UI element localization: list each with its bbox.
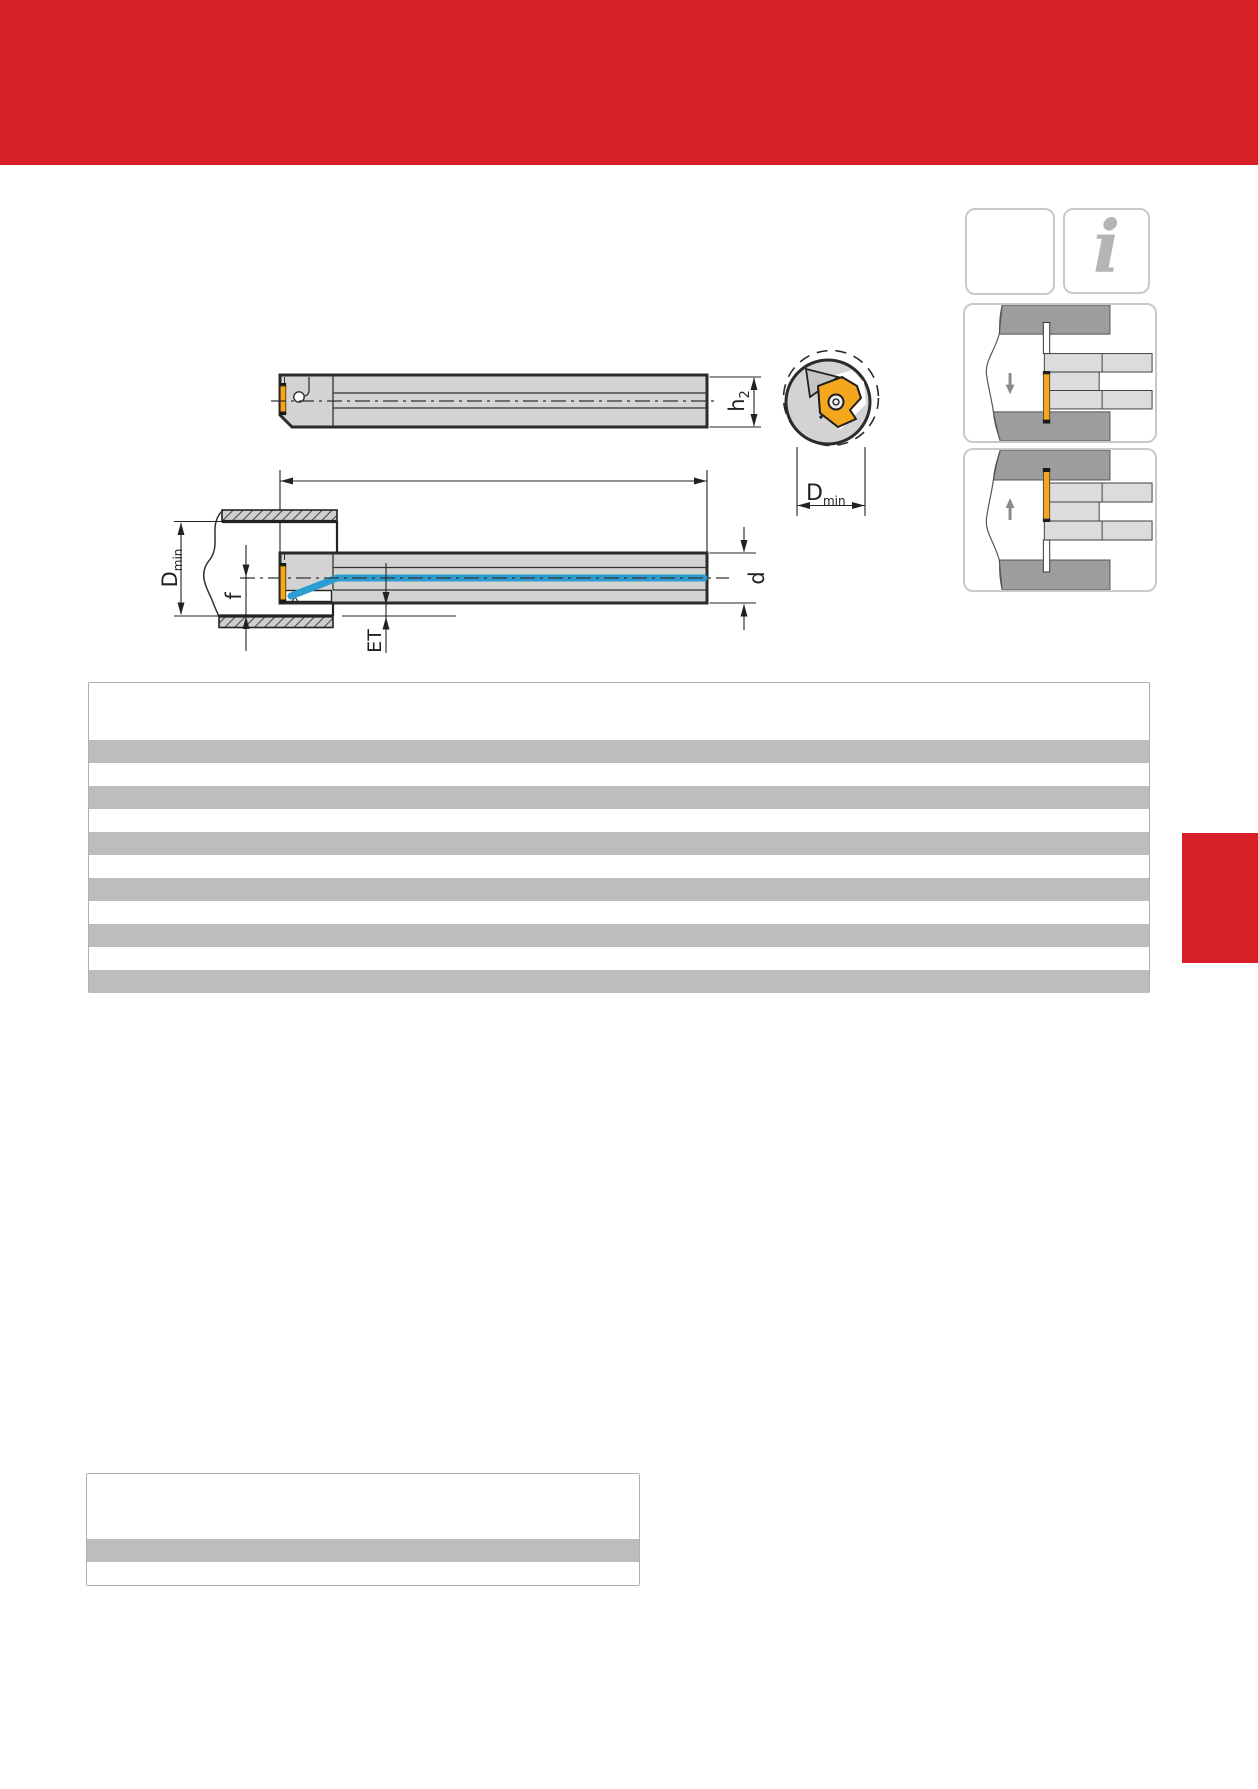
insert	[1043, 374, 1049, 421]
tool-section	[1043, 322, 1152, 423]
dmin-side-label: $D_{min}$	[158, 548, 185, 588]
f-label: f	[222, 592, 246, 600]
insert-slot	[1043, 322, 1049, 353]
dimension-h2	[710, 377, 762, 427]
table-row	[89, 878, 1149, 901]
table-row	[89, 809, 1149, 832]
table-row	[89, 924, 1149, 947]
et-label: ET	[364, 629, 386, 653]
info-icon: i	[1092, 204, 1121, 289]
table-row	[89, 901, 1149, 924]
end-view	[784, 351, 879, 517]
table-header	[87, 1474, 639, 1539]
table-row	[87, 1562, 639, 1585]
insert	[280, 566, 286, 600]
info-box[interactable]	[1063, 204, 1150, 294]
table-row	[89, 832, 1149, 855]
page-index-tab	[1182, 833, 1258, 963]
table-row	[89, 740, 1149, 763]
table-row	[87, 1539, 639, 1562]
mounting-drawing-2	[965, 450, 1155, 590]
technical-drawing	[130, 290, 900, 680]
mounting-illustration-top	[963, 303, 1157, 443]
table-row	[89, 970, 1149, 993]
table-row	[89, 947, 1149, 970]
insert-screw	[829, 395, 844, 410]
feed-arrow-icon	[1006, 373, 1015, 394]
reference-box[interactable]	[965, 208, 1055, 295]
d-label: d	[745, 571, 769, 585]
tool-section	[1043, 468, 1152, 572]
break-line	[204, 511, 222, 617]
dmin-label: $D_{min}$	[806, 481, 846, 508]
dimension-length	[280, 470, 707, 552]
mounting-drawing-1	[965, 305, 1155, 441]
feed-arrow-icon	[1006, 498, 1015, 520]
table-row	[89, 786, 1149, 809]
insert-slot	[1043, 540, 1049, 572]
dimension-dmin	[797, 447, 865, 516]
h2-label: $h_2$	[725, 390, 753, 412]
header-band	[0, 0, 1258, 165]
table-row	[89, 855, 1149, 878]
side-view	[271, 375, 761, 427]
dimension-table	[88, 682, 1150, 993]
section-view	[158, 470, 769, 653]
dimension-f	[222, 545, 250, 651]
insert	[1043, 471, 1049, 519]
insert	[280, 386, 286, 412]
table-row	[89, 763, 1149, 786]
mounting-illustration-bottom	[963, 448, 1157, 592]
secondary-table	[86, 1473, 640, 1586]
table-header	[89, 683, 1149, 740]
